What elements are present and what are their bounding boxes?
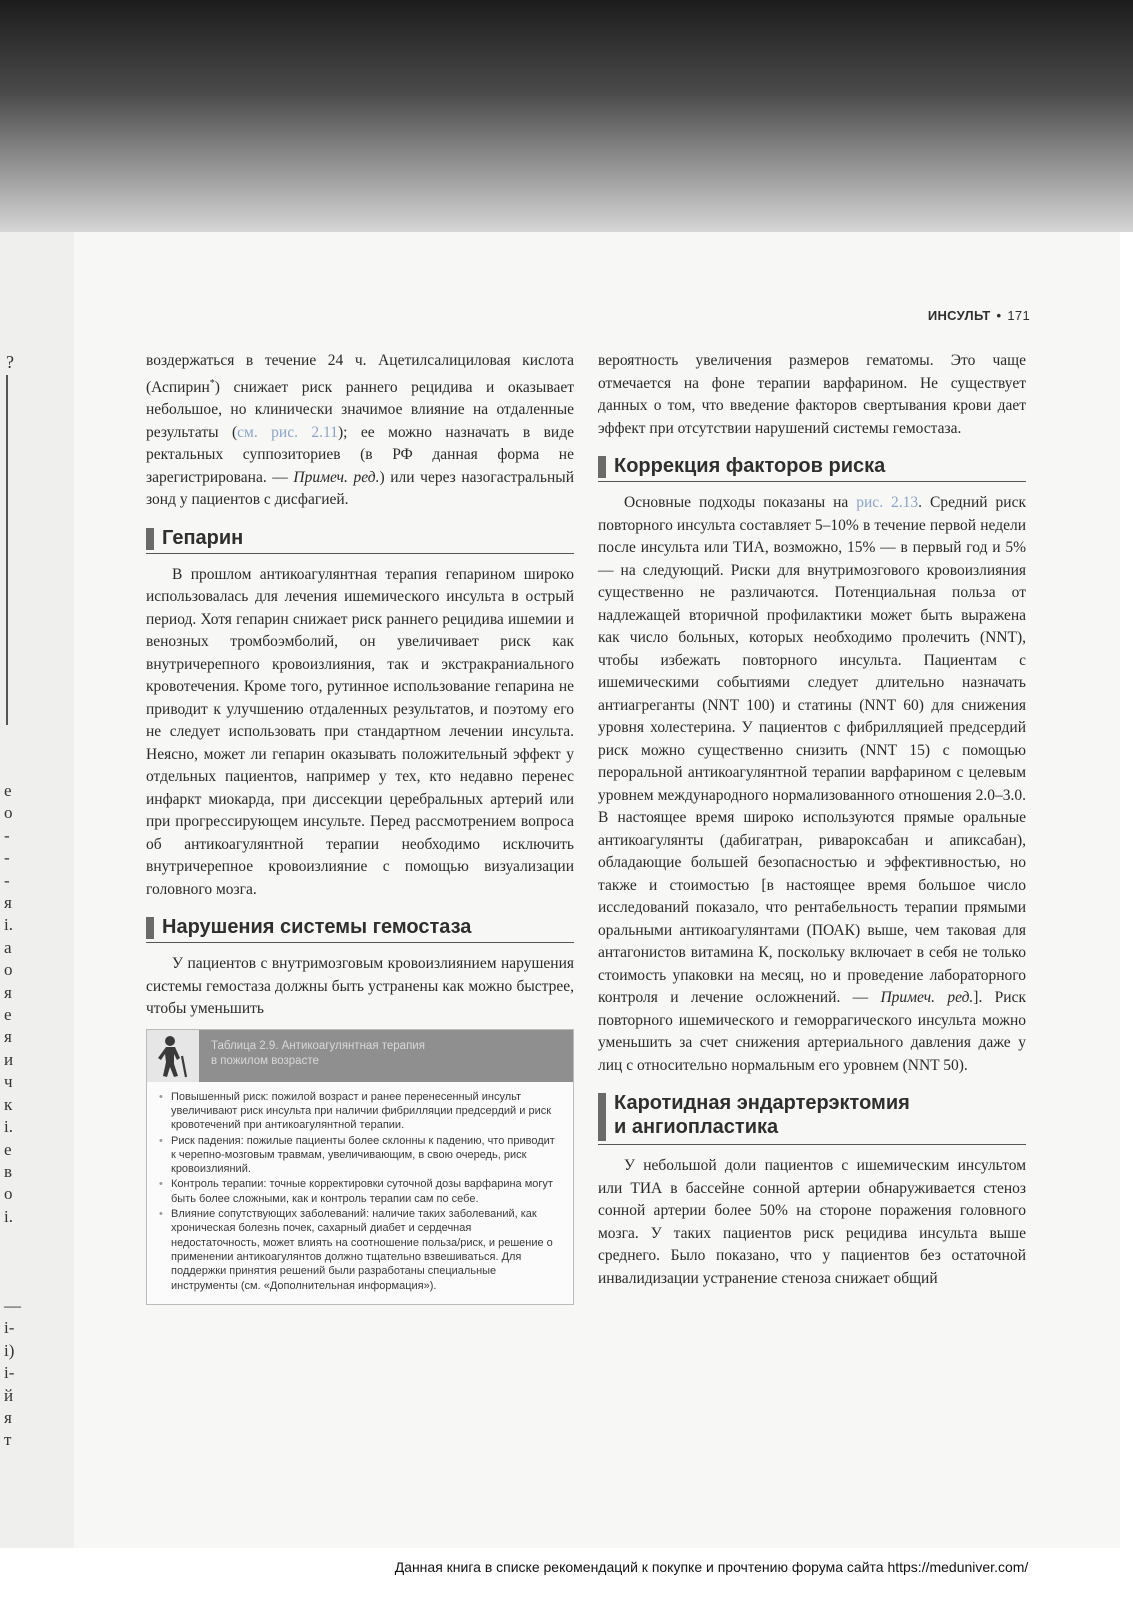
facing-page-letters: [4, 780, 24, 1228]
carotid-paragraph: У небольшой доли пациентов с ишемическим инсультом или ТИА в бассейне сонной артерии обнаруживается стеноз сонной артерии более 50% на стороне поражения головного мозга. У таких пациентов риск рецидива инсульта выше среднего. Было показано, что у пациентов без остаточной инвалидизации устранение стеноза снижает общий: [598, 1157, 1026, 1287]
heading-bar: [146, 528, 154, 550]
facing-page-char: о: [4, 1184, 13, 1204]
facing-page-char: я: [4, 893, 12, 913]
risk-segment: . Средний риск повторного инсульта составляет 5–10% в течение первой недели после инсульта или ТИА, возможно, 15% — в первый год и 5% — на следующий. Риски для внутримозгового кровоизлияния существенно не различаются. Потенциальная польза от надлежащей вторичной профилактики может быть выражена как число больных, которых необходимо пролечить (NNT), чтобы избежать повторного инсульта. Пациентам с ишемическими событиями следует длительно назначать антиагреганты (NNT 100) и статины (NNT 60) для снижения уровня холестерина. У пациентов с фибрилляцией предсердий риск можно существенно снизить (NNT 15) с помощью пероральной антикоагулянтной терапии варфарином с целевым уровнем международного нормализованного отношения 2.0–3.0. В настоящее время широко используются прямые оральные антикоагулянты (дабигатран, ривароксабан и апиксабан), обладающие большей безопасностью и эффективностью, но также и стоимостью [в настоящее время большое число исследований показало, что рентабельность терапии прямыми оральными антикоагулянтами (ПОАК) выше, чем таковая для антагонистов витамина К, поскольку включает в себя не только стоимость упаковки на месяц, но и проведение лабораторного контроля и лечение осложнений. —: [598, 494, 1026, 1006]
heading-line: Каротидная эндартерэктомия: [614, 1092, 910, 1114]
facing-page-char: -: [4, 848, 10, 868]
facing-page-char: о: [4, 803, 13, 823]
intro-segment: ); ее можно назначать в виде ректальных суппозиториев (в РФ данная форма не зарегистрирована. —: [146, 423, 574, 486]
bullet-text: Контроль терапии: точные корректировки суточной дозы варфарина могут быть более сложными, как и контроль терапии сам по себе.: [171, 1178, 553, 1205]
figure-reference[interactable]: рис. 2.13: [856, 494, 919, 511]
facing-page-char: я: [4, 1027, 12, 1047]
facing-page-char: і.: [4, 1206, 13, 1226]
facing-page-char: о: [4, 960, 13, 980]
facing-page-char: ч: [4, 1072, 13, 1092]
heading-text: Коррекция факторов риска: [614, 455, 886, 477]
bullet-icon: •: [159, 1090, 163, 1103]
figure-reference[interactable]: см. рис. 2.11: [237, 423, 338, 441]
risk-segment: ]. Риск повторного ишемического и геморрагического инсульта можно уменьшить за счет снижения артериального давления даже у лиц с относительно нормальным его уровнем (NNT 50).: [598, 989, 1026, 1074]
facing-page-char: я: [4, 982, 12, 1002]
table-title-line: в пожилом возрасте: [211, 1054, 319, 1067]
running-head: [928, 308, 1030, 323]
heading-text: [614, 1091, 910, 1139]
facing-page-char: е: [4, 781, 12, 800]
bullet-text: Повышенный риск: пожилой возраст и ранее перенесенный инсульт увеличивают риск инсульта при наличии фибрилляции предсердий и риск кровотечений при антикоагулянтной терапии.: [171, 1090, 552, 1132]
bullet-icon: •: [159, 1178, 163, 1191]
section-heading-hemostasis: [146, 915, 574, 943]
continuation-paragraph: вероятность увеличения размеров гематомы. Это чаще отмечается на фоне терапии варфарином. Не существует данных о том, что введение факторов свертывания крови дает эффект при отсутствии нарушений системы гемостаза.: [598, 352, 1026, 437]
table-bullet: [159, 1090, 561, 1133]
hemostasis-paragraph: У пациентов с внутримозговым кровоизлиянием нарушения системы гемостаза должны быть устранены как можно быстрее, чтобы уменьшить: [146, 955, 574, 1018]
left-column: [146, 350, 574, 1305]
elderly-person-icon: [147, 1030, 199, 1082]
facing-page-char: -: [4, 870, 10, 890]
running-head-title: ИНСУЛЬТ: [927, 308, 991, 323]
bullet-text: Влияние сопутствующих заболеваний: наличие таких заболеваний, как хроническая болезнь почек, сахарный диабет и сердечная недостаточность, может влиять на соотношение польза/риск, и решение о применении антикоагулянтов должно тщательно взвешиваться. Для поддержки принятия решений были разработаны специальные инструменты (см. «Дополнительная информация»).: [171, 1208, 553, 1292]
heading-text: Нарушения системы гемостаза: [162, 916, 472, 939]
intro-segment: воздержаться в течение 24 ч. Ацетилсалициловая кислота (Аспирин: [146, 352, 574, 396]
facing-page-char: і-: [4, 1318, 15, 1338]
intro-segment: ) снижает риск раннего рецидива и оказывает небольшое, но клинически значимое влияние на отдаленные результаты (: [146, 378, 574, 441]
table-title: [199, 1030, 573, 1082]
facing-page-letters-bottom: [4, 1295, 24, 1452]
table-header: [147, 1030, 573, 1082]
heading-bar: [598, 1093, 606, 1141]
scan-shadow: [0, 0, 1133, 232]
editor-note: Примеч. ред.: [293, 468, 380, 486]
facing-page-char: -: [4, 825, 10, 845]
heading-text: Гепарин: [162, 526, 244, 549]
facing-page-char: т: [4, 1430, 12, 1450]
facing-page-char: и: [4, 1049, 14, 1069]
facing-page-char: і.: [4, 915, 13, 935]
editor-note: Примеч. ред.: [880, 989, 974, 1006]
bullet-icon: •: [159, 1134, 163, 1147]
heading-line: и ангиопластика: [614, 1116, 779, 1138]
section-heading-heparin: [146, 526, 574, 554]
intro-segment: ) или через назогастральный зонд у пациентов с дисфагией.: [146, 468, 574, 509]
running-head-separator: •: [996, 308, 1002, 323]
facing-page-char: е: [4, 1005, 12, 1025]
table-title-line: Таблица 2.9. Антикоагулянтная терапия: [211, 1039, 425, 1052]
facing-page-char: й: [4, 1385, 14, 1405]
heading-bar: [146, 917, 154, 939]
table-bullet: [159, 1177, 561, 1206]
section-heading-carotid: [598, 1091, 1026, 1145]
facing-page-char: а: [4, 937, 12, 957]
heading-bar: [598, 456, 606, 478]
facing-page-char: к: [4, 1094, 13, 1114]
section-heading-risk-factors: [598, 454, 1026, 482]
risk-segment: Основные подходы показаны на: [624, 494, 857, 511]
facing-page-char: е: [4, 1139, 12, 1159]
intro-segment: *: [209, 377, 215, 389]
bullet-text: Риск падения: пожилые пациенты более склонны к падению, что приводит к черепно-мозговым травмам, увеличивающим, в свою очередь, риск кровоизлияний.: [171, 1134, 555, 1176]
risk-paragraph: [598, 492, 1026, 1077]
facing-page-char: в: [4, 1161, 13, 1181]
facing-page-frame: [0, 375, 8, 725]
table-bullet: [159, 1207, 561, 1293]
intro-paragraph: [146, 350, 574, 512]
heparin-paragraph: В прошлом антикоагулянтная терапия гепарином широко использовалась для лечения ишемического инсульта в острый период. Хотя гепарин снижает риск раннего рецидива ишемии и венозных тромбоэмболий, он увеличивает риск как внутричерепного кровоизлияния, так и экстракраниального кровотечения. Кроме того, рутинное использование гепарина не приводит к улучшению отдаленных результатов, и поэтому его не следует использовать при стандартном лечении инсульта. Неясно, может ли гепарин оказывать положительный эффект у отдельных пациентов, например у тех, кто недавно перенес инфаркт миокарда, при диссекции церебральных артерий или при прогрессирующем инсульте. Перед рассмотрением вопроса об антикоагулянтной терапии необходимо исключить внутричерепное кровоизлияние с помощью визуализации головного мозга.: [146, 565, 574, 898]
facing-page-char: і): [4, 1340, 15, 1360]
footer-text: Данная книга в списке рекомендаций к покупке и прочтению форума сайта https://meduniver.com/: [394, 1559, 1029, 1575]
right-column: [598, 350, 1026, 1290]
facing-page-char: —: [4, 1296, 21, 1315]
table-2-9: [146, 1029, 574, 1305]
facing-page-char: я: [4, 1408, 12, 1428]
table-bullet: [159, 1134, 561, 1177]
facing-page-char: і.: [4, 1117, 13, 1137]
facing-page-char: ?: [6, 352, 14, 372]
facing-page-char: і-: [4, 1363, 15, 1383]
table-body: [147, 1082, 573, 1304]
page-number: 171: [1007, 308, 1030, 323]
site-footer: [0, 1559, 1133, 1575]
bullet-icon: •: [159, 1208, 163, 1221]
